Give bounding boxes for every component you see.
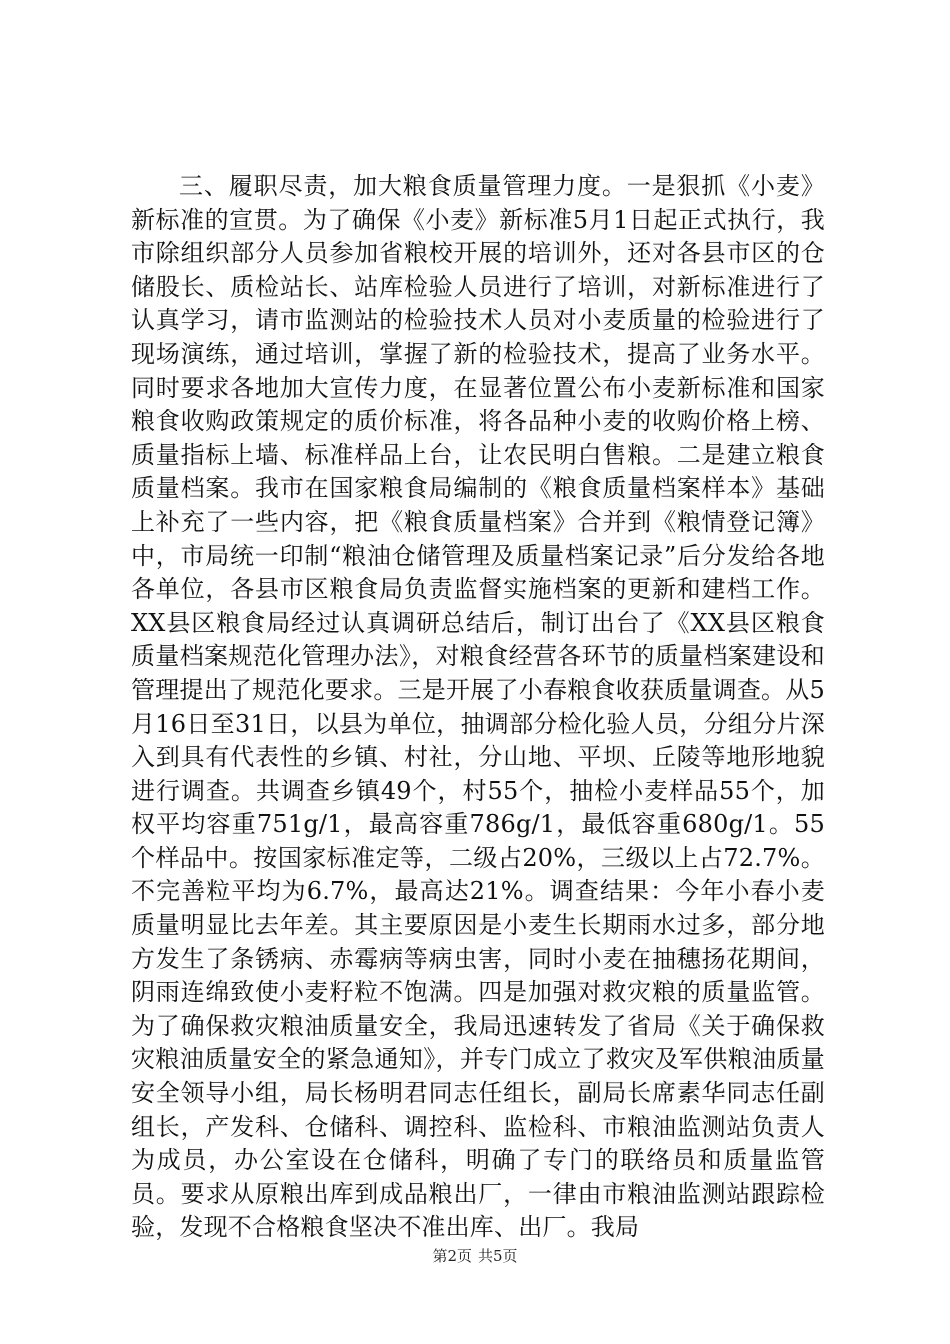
page-footer	[0, 1245, 950, 1266]
body-paragraph: 三、履职尽责，加大粮食质量管理力度。一是狠抓《小麦》新标准的宣贯。为了确保《小麦》新标准5月1日起正式执行，我市除组织部分人员参加省粮校开展的培训外，还对各县市区的仓储股长、质检站长、站库检验人员进行了培训，对新标准进行了认真学习，请市监测站的检验技术人员对小麦质量的检验进行了现场演练，通过培训，掌握了新的检验技术，提高了业务水平。同时要求各地加大宣传力度，在显著位置公布小麦新标准和国家粮食收购政策规定的质价标准，将各品种小麦的收购价格上榜、质量指标上墙、标准样品上台，让农民明白售粮。二是建立粮食质量档案。我市在国家粮食局编制的《粮食质量档案样本》基础上补充了一些内容，把《粮食质量档案》合并到《粮情登记簿》中，市局统一印制“粮油仓储管理及质量档案记录”后分发给各地各单位，各县市区粮食局负责监督实施档案的更新和建档工作。XX县区粮食局经过认真调研总结后，制订出台了《XX县区粮食质量档案规范化管理办法》，对粮食经营各环节的质量档案建设和管理提出了规范化要求。三是开展了小春粮食收获质量调查。从5月16日至31日，以县为单位，抽调部分检化验人员，分组分片深入到具有代表性的乡镇、村社，分山地、平坝、丘陵等地形地貌进行调查。共调查乡镇49个，村55个，抽检小麦样品55个，加权平均容重751g/1，最高容重786g/1，最低容重680g/1。55个样品中。按国家标准定等，二级占20%，三级以上占72.7%。不完善粒平均为6.7%，最高达21%。调查结果：今年小春小麦质量明显比去年差。其主要原因是小麦生长期雨水过多，部分地方发生了条锈病、赤霉病等病虫害，同时小麦在抽穗扬花期间，阴雨连绵致使小麦籽粒不饱满。四是加强对救灾粮的质量监管。为了确保救灾粮油质量安全，我局迅速转发了省局《关于确保救灾粮油质量安全的紧急通知》，并专门成立了救灾及军供粮油质量安全领导小组，局长杨明君同志任组长，副局长席素华同志任副组长，产发科、仓储科、调控科、监检科、市粮油监测站负责人为成员，办公室设在仓储科，明确了专门的联络员和质量监管员。要求从原粮出库到成品粮出厂，一律由市粮油监测站跟踪检验，发现不合格粮食坚决不准出库、出厂。我局	[131, 172, 825, 1242]
page-number: 第2页	[432, 1247, 472, 1265]
page-total: 共5页	[478, 1247, 518, 1265]
